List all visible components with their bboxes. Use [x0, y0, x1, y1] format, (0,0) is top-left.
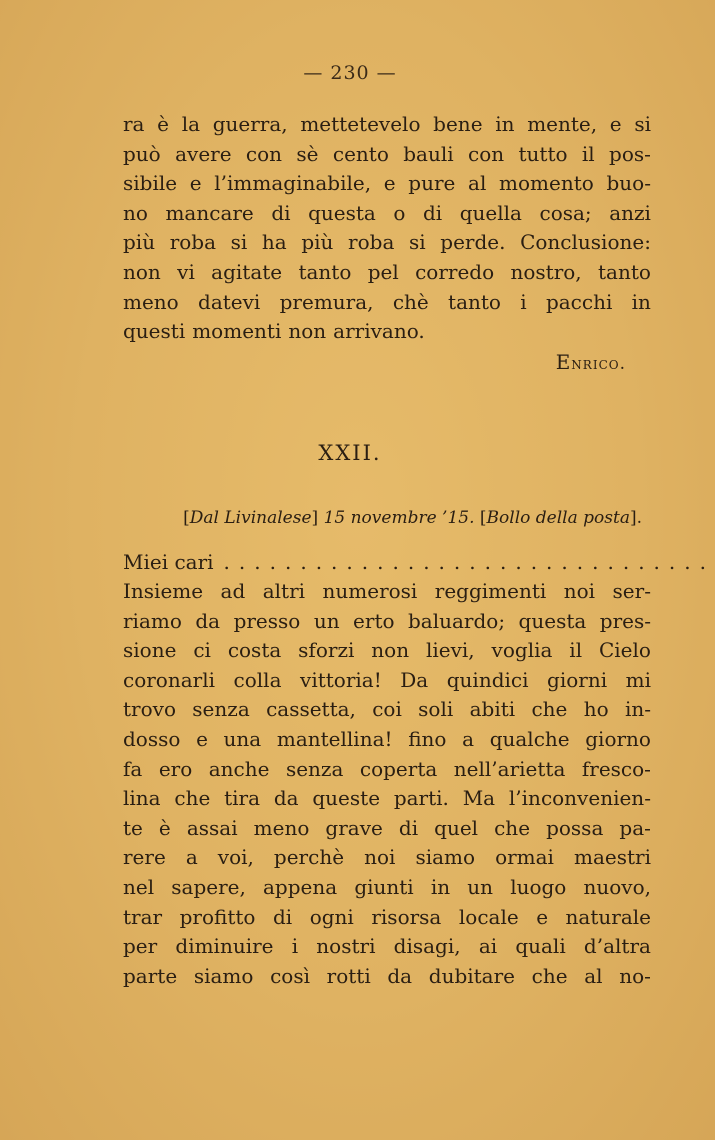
- word: si: [408, 230, 426, 255]
- word: quella: [459, 200, 522, 225]
- word: diminuire: [175, 934, 274, 959]
- word: vi: [177, 259, 195, 284]
- word: trovo: [123, 697, 176, 722]
- word: noi: [563, 579, 596, 603]
- word: momenti: [192, 319, 282, 344]
- word: rotti: [326, 963, 371, 988]
- word: ero: [158, 756, 193, 781]
- word: di: [398, 815, 419, 840]
- word: tanto: [298, 259, 352, 284]
- word: l’immaginabile,: [214, 171, 372, 196]
- letter-signature: [556, 350, 626, 374]
- word: per: [123, 934, 158, 959]
- word: queste: [312, 786, 381, 811]
- word: roba: [348, 230, 395, 255]
- word: Insieme: [123, 579, 204, 603]
- word: lievi,: [425, 638, 475, 663]
- word: mettetevelo: [300, 112, 421, 136]
- word: cosa;: [539, 200, 592, 225]
- word: ha: [261, 230, 287, 255]
- dateline-place: Dal Livinalese: [189, 508, 312, 528]
- word: agitate: [211, 259, 283, 284]
- word: fresco-: [581, 756, 651, 781]
- word: premura,: [279, 289, 374, 314]
- word: perchè: [273, 845, 345, 870]
- word: bene: [433, 112, 483, 136]
- word: siamo: [415, 845, 476, 870]
- word: pres-: [599, 608, 651, 633]
- word: corredo: [415, 259, 495, 284]
- text-line: [123, 169, 651, 199]
- word: pure: [408, 171, 456, 196]
- word: questi: [123, 319, 186, 344]
- word: coronarli: [123, 667, 216, 692]
- word: soli: [418, 697, 454, 722]
- text-line: [123, 317, 651, 347]
- word: appena: [263, 874, 338, 899]
- word: disagi,: [393, 934, 461, 959]
- word: che: [174, 786, 211, 811]
- word: a: [462, 726, 475, 751]
- text-line: [123, 932, 651, 962]
- word: meno: [123, 289, 179, 314]
- word: da: [387, 963, 413, 988]
- word: e: [536, 904, 549, 929]
- word: noi: [364, 845, 396, 870]
- word: da: [273, 786, 299, 811]
- word: qualche: [489, 726, 570, 751]
- word: a: [185, 845, 198, 870]
- word: momento: [499, 171, 594, 196]
- text-line: [123, 110, 651, 140]
- text-line: [123, 199, 651, 229]
- word: pa-: [619, 815, 651, 840]
- word: ra: [123, 112, 145, 136]
- text-line: [123, 814, 651, 844]
- text-line: [123, 725, 651, 755]
- dateline-bracket: ]: [311, 508, 319, 528]
- word: con: [468, 141, 505, 166]
- word: in-: [624, 697, 651, 722]
- word: anzi: [609, 200, 651, 225]
- word: tutto: [518, 141, 568, 166]
- word: dosso: [123, 726, 181, 751]
- word: questa: [518, 608, 587, 633]
- signature-initial: E: [555, 350, 572, 374]
- word: ho: [583, 697, 609, 722]
- word: Ma: [462, 786, 496, 811]
- letter-number-heading: XXII.: [318, 441, 382, 465]
- word: e: [383, 171, 396, 196]
- word: ad: [220, 579, 246, 603]
- word: giunti: [354, 874, 414, 899]
- word: costa: [227, 638, 282, 663]
- word: più: [301, 230, 334, 255]
- word: giorni: [547, 667, 608, 692]
- word: non: [371, 638, 410, 663]
- word: che: [531, 963, 568, 988]
- word: in: [495, 112, 515, 136]
- dateline-bracket: [: [479, 508, 487, 528]
- word: colla: [233, 667, 282, 692]
- salutation-dots: ................................: [223, 550, 715, 574]
- word: vittoria!: [300, 667, 382, 692]
- text-line: [123, 636, 651, 666]
- word: nuovo,: [583, 874, 651, 899]
- text-line: [123, 843, 651, 873]
- word: ai: [478, 934, 498, 959]
- word: nostri: [316, 934, 376, 959]
- word: cassetta,: [266, 697, 356, 722]
- word: siamo: [193, 963, 254, 988]
- word: no: [123, 200, 148, 225]
- word: un: [313, 608, 340, 633]
- word: il: [569, 638, 583, 663]
- word: è: [158, 815, 171, 840]
- word: i: [291, 934, 299, 959]
- word: pel: [367, 259, 399, 284]
- word: possa: [546, 815, 604, 840]
- word: anche: [208, 756, 270, 781]
- word: altri: [262, 579, 306, 603]
- word: il: [581, 141, 595, 166]
- word: mancare: [165, 200, 254, 225]
- word: coperta: [359, 756, 438, 781]
- word: si: [230, 230, 248, 255]
- word: coi: [372, 697, 402, 722]
- word: guerra,: [212, 112, 288, 136]
- word: sione: [123, 638, 177, 663]
- word: ci: [193, 638, 211, 663]
- word: di: [271, 200, 291, 225]
- word: questa: [308, 200, 376, 225]
- word: Cielo: [598, 638, 651, 663]
- word: voi,: [217, 845, 254, 870]
- word: in: [631, 289, 651, 314]
- word: quali: [515, 934, 566, 959]
- word: meno: [253, 815, 310, 840]
- letter-dateline: [183, 508, 642, 528]
- word: mantellina!: [276, 726, 393, 751]
- word: nell’arietta: [453, 756, 566, 781]
- word: ogni: [309, 904, 354, 929]
- page-number: — 230 —: [303, 62, 397, 84]
- text-line: [123, 873, 651, 903]
- word: e: [196, 726, 208, 751]
- word: luogo: [510, 874, 567, 899]
- word: mi: [625, 667, 651, 692]
- word: tanto: [597, 259, 651, 284]
- letter-salutation: [123, 548, 715, 578]
- word: rere: [123, 845, 166, 870]
- word: roba: [169, 230, 217, 255]
- word: mente,: [527, 112, 598, 136]
- word: abiti: [469, 697, 516, 722]
- word: al: [468, 171, 487, 196]
- word: nel: [123, 874, 155, 899]
- dateline-postmark-note: Bollo della posta: [486, 508, 630, 528]
- dateline-bracket: ].: [629, 508, 642, 528]
- text-line: [123, 784, 651, 814]
- word: grave: [325, 815, 383, 840]
- word: sibile: [123, 171, 178, 196]
- word: pos-: [609, 141, 651, 166]
- word: ormai: [495, 845, 554, 870]
- word: tanto: [448, 289, 501, 314]
- word: trar: [123, 904, 163, 929]
- word: nostro,: [510, 259, 582, 284]
- word: dubitare: [428, 963, 516, 988]
- word: risorsa: [371, 904, 442, 929]
- word: te: [123, 815, 143, 840]
- word: perde.: [440, 230, 506, 255]
- word: la: [181, 112, 201, 136]
- letter-body-paragraph: [123, 577, 651, 991]
- word: Conclusione:: [520, 230, 651, 255]
- word: profitto: [179, 904, 256, 929]
- text-line: [123, 288, 651, 318]
- word: tira: [224, 786, 261, 811]
- word: da: [195, 608, 221, 633]
- word: no-: [619, 963, 651, 988]
- text-line: [123, 228, 651, 258]
- text-line: [123, 903, 651, 933]
- text-line: [123, 666, 651, 696]
- word: così: [270, 963, 310, 988]
- word: riamo: [123, 608, 182, 633]
- word: al: [584, 963, 603, 988]
- word: di: [422, 200, 443, 225]
- text-line: [123, 962, 651, 992]
- word: cento: [332, 141, 389, 166]
- paragraph-continuation: [123, 110, 651, 347]
- word: che: [531, 697, 568, 722]
- word: numerosi: [322, 579, 418, 603]
- word: non: [123, 259, 161, 284]
- text-line: [123, 140, 651, 170]
- word: l’inconvenien-: [508, 786, 651, 811]
- word: presso: [233, 608, 301, 633]
- word: di: [272, 904, 293, 929]
- word: reggimenti: [434, 579, 547, 603]
- word: con: [245, 141, 283, 166]
- word: può: [123, 141, 161, 166]
- dateline-bracket: [: [183, 508, 190, 528]
- word: parte: [123, 963, 178, 988]
- signature-rest: nrico.: [571, 354, 626, 374]
- text-line: [123, 695, 651, 725]
- word: sè: [296, 141, 319, 166]
- word: buo-: [606, 171, 651, 196]
- word: e: [189, 171, 202, 196]
- word: chè: [392, 289, 429, 314]
- word: naturale: [565, 904, 651, 929]
- salutation-text: Miei cari: [123, 550, 214, 574]
- dateline-date: 15 novembre ’15.: [318, 508, 480, 528]
- word: sapere,: [171, 874, 246, 899]
- word: quindici: [446, 667, 529, 692]
- word: in: [430, 874, 451, 899]
- word: parti.: [393, 786, 449, 811]
- word: un: [467, 874, 494, 899]
- word: assai: [186, 815, 238, 840]
- word: baluardo;: [408, 608, 506, 633]
- word: maestri: [573, 845, 651, 870]
- word: fino: [408, 726, 447, 751]
- word: ser-: [612, 579, 651, 603]
- word: senza: [285, 756, 344, 781]
- word: avere: [175, 141, 232, 166]
- word: sforzi: [298, 638, 355, 663]
- word: che: [494, 815, 531, 840]
- word: pacchi: [545, 289, 613, 314]
- word: Da: [400, 667, 429, 692]
- word: bauli: [403, 141, 454, 166]
- word: erto: [353, 608, 395, 633]
- word: non: [288, 319, 327, 344]
- word: locale: [458, 904, 519, 929]
- word: giorno: [585, 726, 651, 751]
- word: una: [223, 726, 262, 751]
- text-line: [123, 607, 651, 637]
- word: e: [609, 112, 622, 136]
- word: fa: [123, 756, 143, 781]
- word: i: [520, 289, 527, 314]
- word: datevi: [198, 289, 261, 314]
- word: lina: [123, 786, 161, 811]
- text-line: [123, 755, 651, 785]
- text-line: [123, 577, 651, 607]
- word: d’altra: [583, 934, 651, 959]
- word: si: [634, 112, 651, 136]
- word: voglia: [491, 638, 553, 663]
- word: è: [157, 112, 170, 136]
- text-line: [123, 258, 651, 288]
- word: senza: [192, 697, 250, 722]
- word: più: [123, 230, 156, 255]
- word: arrivano.: [333, 319, 425, 344]
- word: o: [393, 200, 406, 225]
- word: quel: [434, 815, 479, 840]
